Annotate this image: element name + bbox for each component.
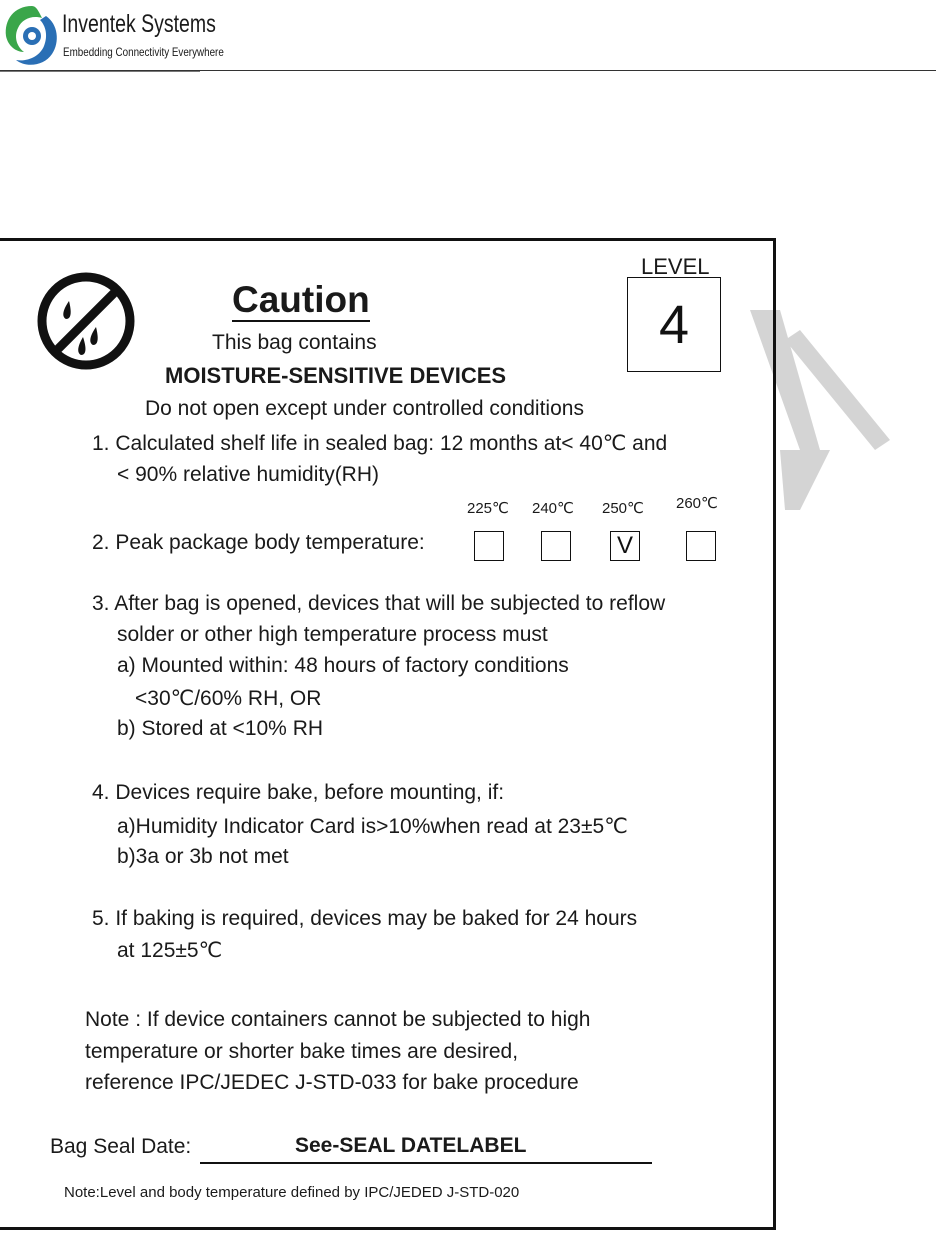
company-tagline: Embedding Connectivity Everywhere [63, 45, 224, 59]
seal-date-value: See-SEAL DATELABEL [295, 1134, 527, 1157]
item1-line2: < 90% relative humidity(RH) [117, 463, 380, 486]
label-title: Caution [232, 279, 370, 320]
note-line2: temperature or shorter bake times are desired, [85, 1040, 519, 1063]
item5-line2: at 125±5℃ [117, 939, 223, 962]
page-header [0, 0, 936, 75]
item4-line1: 4. Devices require bake, before mounting, if: [92, 781, 505, 804]
header-divider-accent [0, 71, 200, 72]
seal-date-underline [200, 1162, 652, 1164]
no-water-icon [36, 271, 136, 371]
item3-a-line2: <30℃/60% RH, OR [135, 687, 322, 710]
temp-option-225: 225℃ [467, 500, 509, 517]
company-logo-icon [2, 2, 60, 68]
bag-contains-text: This bag contains [212, 331, 377, 354]
moisture-sensitive-heading: MOISTURE-SENSITIVE DEVICES [165, 363, 507, 388]
item3-line2: solder or other high temperature process must [117, 623, 548, 646]
level-label: LEVEL [641, 254, 710, 279]
seal-date-label: Bag Seal Date: [50, 1135, 192, 1158]
note-line1: Note : If device containers cannot be subjected to high [85, 1008, 591, 1031]
do-not-open-text: Do not open except under controlled conditions [145, 397, 584, 420]
item4-a: a)Humidity Indicator Card is>10%when read at 23±5℃ [117, 815, 628, 838]
item2-text: 2. Peak package body temperature: [92, 531, 425, 554]
temp-option-260: 260℃ [676, 495, 718, 512]
temp-checkbox-225 [474, 531, 504, 561]
temp-checkbox-260 [686, 531, 716, 561]
footer-note: Note:Level and body temperature defined by IPC/JEDED J-STD-020 [64, 1184, 520, 1201]
temp-checkbox-240 [541, 531, 571, 561]
item3-a-line1: a) Mounted within: 48 hours of factory conditions [117, 654, 569, 677]
temp-option-240: 240℃ [532, 500, 574, 517]
item1-line1: 1. Calculated shelf life in sealed bag: 12 months at< 40℃ and [92, 432, 668, 455]
level-value-box [627, 277, 721, 372]
item4-b: b)3a or 3b not met [117, 845, 289, 868]
company-name: Inventek Systems [62, 10, 216, 38]
item5-line1: 5. If baking is required, devices may be baked for 24 hours [92, 907, 638, 930]
temp-checkbox-250: V [610, 531, 640, 561]
item3-b: b) Stored at <10% RH [117, 717, 324, 740]
item3-line1: 3. After bag is opened, devices that will be subjected to reflow [92, 592, 666, 615]
level-value: 4 [658, 294, 690, 355]
temp-option-250: 250℃ [602, 500, 644, 517]
note-line3: reference IPC/JEDEC J-STD-033 for bake procedure [85, 1071, 579, 1094]
moisture-caution-label [0, 238, 776, 1230]
